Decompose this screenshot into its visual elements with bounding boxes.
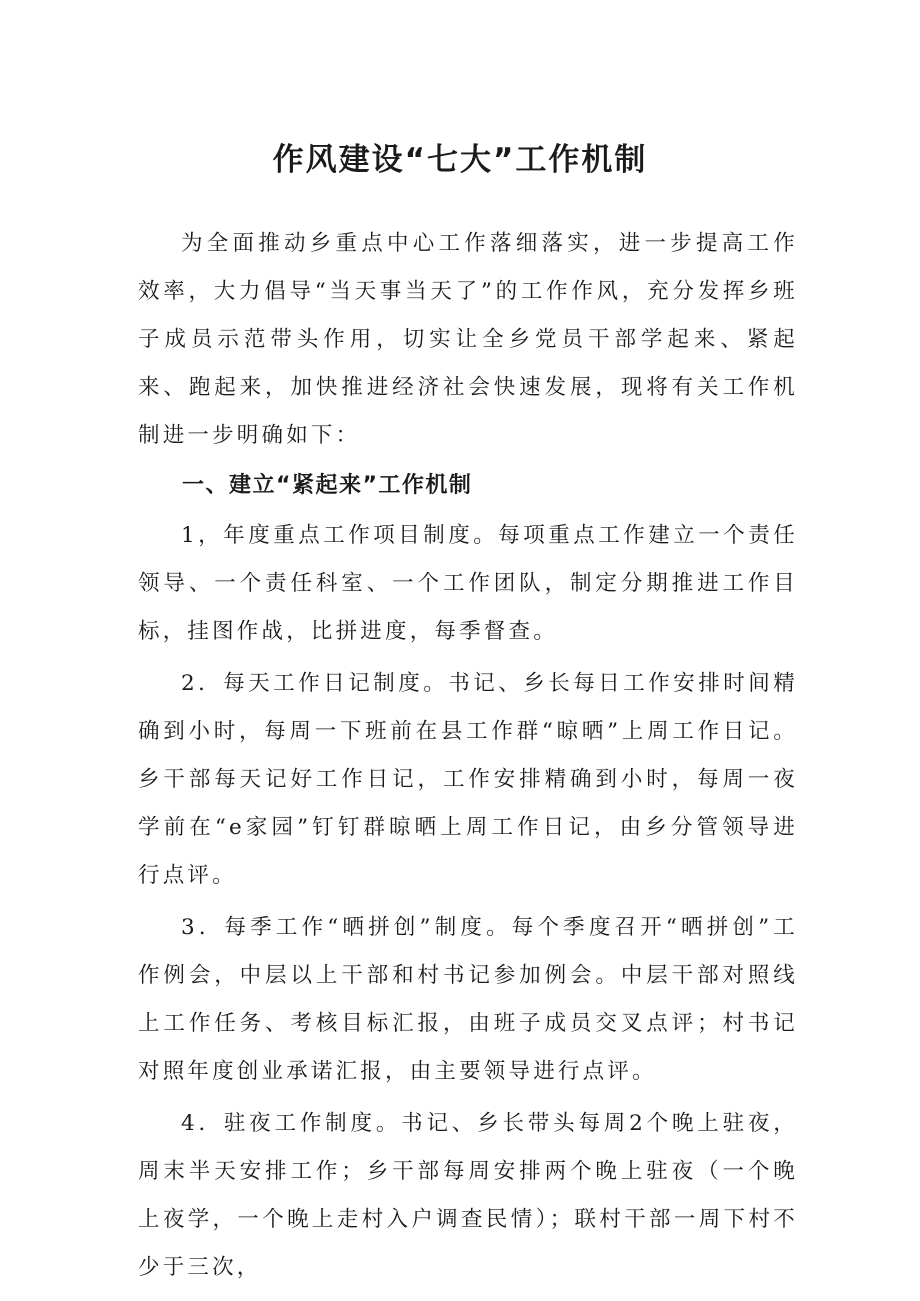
document-body <box>138 220 798 1292</box>
item-paragraph-1: 1，年度重点工作项目制度。每项重点工作建立一个责任领导、一个责任科室、一个工作团队，制定分期推进工作目标，挂图作战，比拼进度，每季督查。 <box>138 523 798 644</box>
section-heading-1: 一、建立“紧起来”工作机制 <box>182 473 473 498</box>
item-paragraph-4: 4．驻夜工作制度。书记、乡长带头每周2个晚上驻夜，周末半天安排工作；乡干部每周安排两个晚上驻夜（一个晚上夜学，一个晚上走村入户调查民情）；联村干部一周下村不少于三次， <box>138 1111 798 1280</box>
item-paragraph-2: 2．每天工作日记制度。书记、乡长每日工作安排时间精确到小时，每周一下班前在县工作群“晾晒”上周工作日记。乡干部每天记好工作日记，工作安排精确到小时，每周一夜学前在“e家园”钉钉群晾晒上周工作日记，由乡分管领导进行点评。 <box>138 671 798 888</box>
item-paragraph-3: 3．每季工作“晒拼创”制度。每个季度召开“晒拼创”工作例会，中层以上干部和村书记参加例会。中层干部对照线上工作任务、考核目标汇报，由班子成员交叉点评；村书记对照年度创业承诺汇报，由主要领导进行点评。 <box>138 915 798 1084</box>
document-title: 作风建设“七大”工作机制 <box>272 142 648 178</box>
intro-paragraph: 为全面推动乡重点中心工作落细落实，进一步提高工作效率，大力倡导“当天事当天了”的工作作风，充分发挥乡班子成员示范带头作用，切实让全乡党员干部学起来、紧起来、跑起来，加快推进经济社会快速发展，现将有关工作机制进一步明确如下： <box>138 231 798 448</box>
